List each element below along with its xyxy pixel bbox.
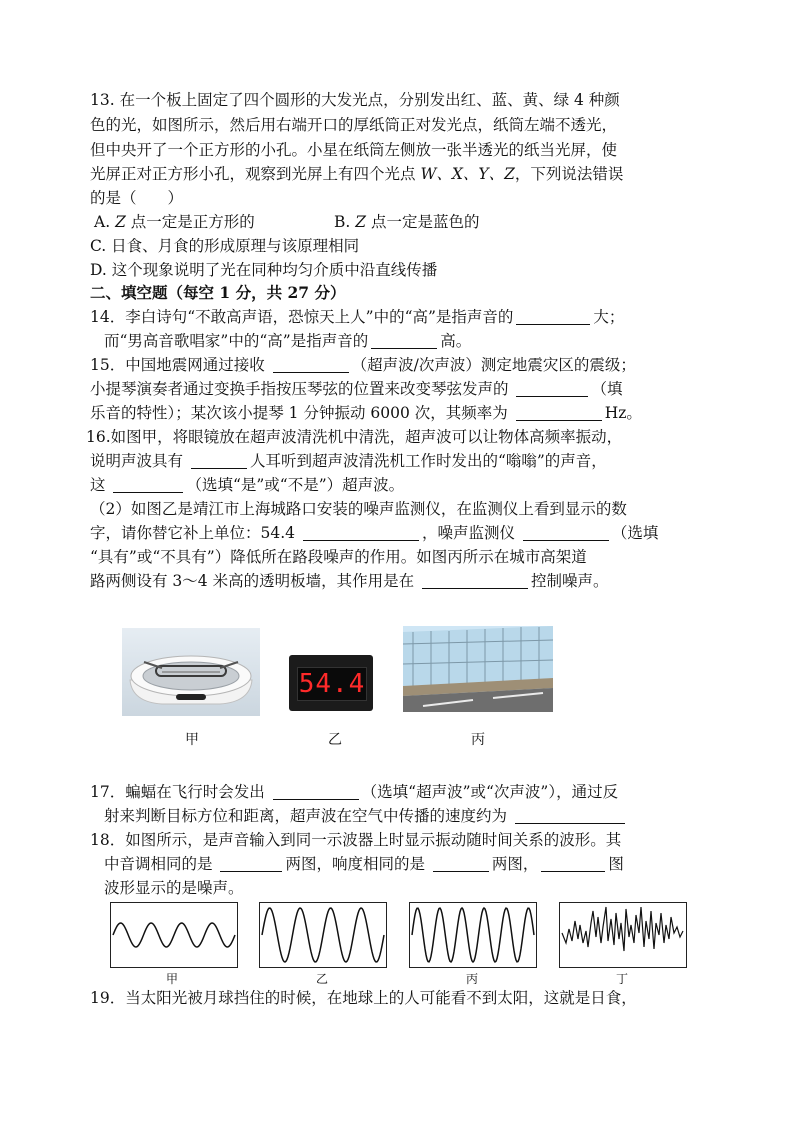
waveform-jia xyxy=(110,902,238,968)
ultrasonic-cleaner-photo xyxy=(122,628,260,716)
q16-line-6: “具有”或“不具有”）降低所在路段噪声的作用。如图丙所示在城市高架道 xyxy=(90,548,587,566)
ultrasonic-cleaner-illustration xyxy=(122,628,260,716)
q15-blank-3[interactable] xyxy=(516,403,602,421)
waveform-bing xyxy=(409,902,537,968)
q15-line-1: 15．中国地震网通过接收 （超声波/次声波）测定地震灾区的震级； xyxy=(90,356,636,374)
q15-blank-1[interactable] xyxy=(273,355,349,373)
waveform-bing-plot xyxy=(410,903,536,967)
figure-caption-jia: 甲 xyxy=(185,732,199,748)
q16-line-1: 16.如图甲，将眼镜放在超声波清洗机中清洗，超声波可以让物体高频率振动， xyxy=(86,428,623,446)
q17-line-1: 17．蝙蝠在飞行时会发出 （选填“超声波”或“次声波”），通过反 xyxy=(90,783,619,801)
q18-blank-2[interactable] xyxy=(433,854,489,872)
q16-line-7: 路两侧设有 3～4 米高的透明板墙，其作用是在 控制噪声。 xyxy=(90,572,609,590)
q16-blank-1[interactable] xyxy=(191,451,247,469)
q13-line-1: 13. 在一个板上固定了四个圆形的大发光点，分别发出红、蓝、黄、绿 4 种颜 xyxy=(90,91,620,109)
q15-line-2: 小提琴演奏者通过变换手指按压琴弦的位置来改变琴弦发声的 （填 xyxy=(90,380,623,398)
sound-barrier-illustration xyxy=(403,626,553,712)
waveform-yi xyxy=(259,902,387,968)
waveform-ding-plot xyxy=(560,903,686,967)
q18-line-3: 波形显示的是噪声。 xyxy=(104,879,244,897)
waveform-label-bing: 丙 xyxy=(466,972,479,986)
q14-blank-1[interactable] xyxy=(516,307,590,325)
q16-blank-2[interactable] xyxy=(113,475,183,493)
q16-blank-5[interactable] xyxy=(422,571,528,589)
q13-option-b: B. Z 点一定是蓝色的 xyxy=(334,213,480,231)
q13-line-5: 的是（ ） xyxy=(90,189,184,207)
noise-monitor-display: 54.4 xyxy=(298,669,366,699)
q17-line-2: 射来判断目标方位和距离，超声波在空气中传播的速度约为 xyxy=(104,804,628,828)
waveform-ding xyxy=(559,902,687,968)
q17-blank-2[interactable] xyxy=(515,806,625,824)
q16-blank-3[interactable] xyxy=(303,523,419,541)
q19-line-1: 19．当太阳光被月球挡住的时候，在地球上的人可能看不到太阳，这就是日食， xyxy=(90,989,637,1007)
waveform-label-yi: 乙 xyxy=(316,972,329,986)
q16-line-3: 这 （选填“是”或“不是”）超声波。 xyxy=(90,476,405,494)
q15-blank-2[interactable] xyxy=(516,379,588,397)
sound-barrier-photo xyxy=(403,626,553,712)
q14-line-2: 而“男高音歌唱家”中的“高”是指声音的 高。 xyxy=(104,332,472,350)
section-heading: 二、填空题（每空 1 分，共 27 分） xyxy=(90,283,346,302)
waveform-jia-plot xyxy=(111,903,237,967)
q16-blank-4[interactable] xyxy=(523,523,609,541)
q13-option-a: A. Z 点一定是正方形的 xyxy=(94,213,255,231)
q17-blank-1[interactable] xyxy=(273,782,359,800)
q14-blank-2[interactable] xyxy=(371,331,437,349)
q15-line-3: 乐音的特性）；某次该小提琴 1 分钟振动 6000 次，其频率为 Hz。 xyxy=(90,404,642,422)
q16-line-5: 字，请你替它补上单位：54.4 ，噪声监测仪 （选填 xyxy=(90,524,659,542)
waveform-yi-plot xyxy=(260,903,386,967)
figure-caption-bing: 丙 xyxy=(471,732,485,748)
waveform-label-jia: 甲 xyxy=(166,972,179,986)
q13-option-c: C. 日食、月食的形成原理与该原理相同 xyxy=(90,237,360,255)
figure-caption-yi: 乙 xyxy=(328,732,342,748)
q18-blank-1[interactable] xyxy=(220,854,282,872)
q13-line-3: 但中央开了一个正方形的小孔。小星在纸筒左侧放一张半透光的纸当光屏，使 xyxy=(90,141,618,159)
q18-blank-3[interactable] xyxy=(541,854,605,872)
q16-line-2: 说明声波具有 人耳听到超声波清洗机工作时发出的“嗡嗡”的声音， xyxy=(90,452,607,470)
q16-line-4: （2）如图乙是靖江市上海城路口安装的噪声监测仪，在监测仪上看到显示的数 xyxy=(90,500,627,518)
q18-line-1: 18．如图所示，是声音输入到同一示波器上时显示振动随时间关系的波形。其 xyxy=(90,831,622,849)
q13-option-d: D. 这个现象说明了光在同种均匀介质中沿直线传播 xyxy=(90,261,438,279)
q14-line-1: 14．李白诗句“不敢高声语，恐惊天上人”中的“高”是指声音的 大； xyxy=(90,308,625,326)
q18-line-2: 中音调相同的是 两图，响度相同的是 两图， 图 xyxy=(104,855,624,873)
q13-line-4: 光屏正对正方形小孔，观察到光屏上有四个光点 W、X、Y、Z，下列说法错误 xyxy=(90,165,624,183)
noise-monitor-photo xyxy=(289,655,373,711)
q13-line-2: 色的光，如图所示，然后用右端开口的厚纸筒正对发光点，纸筒左端不透光， xyxy=(90,116,618,134)
waveform-label-ding: 丁 xyxy=(616,972,629,986)
